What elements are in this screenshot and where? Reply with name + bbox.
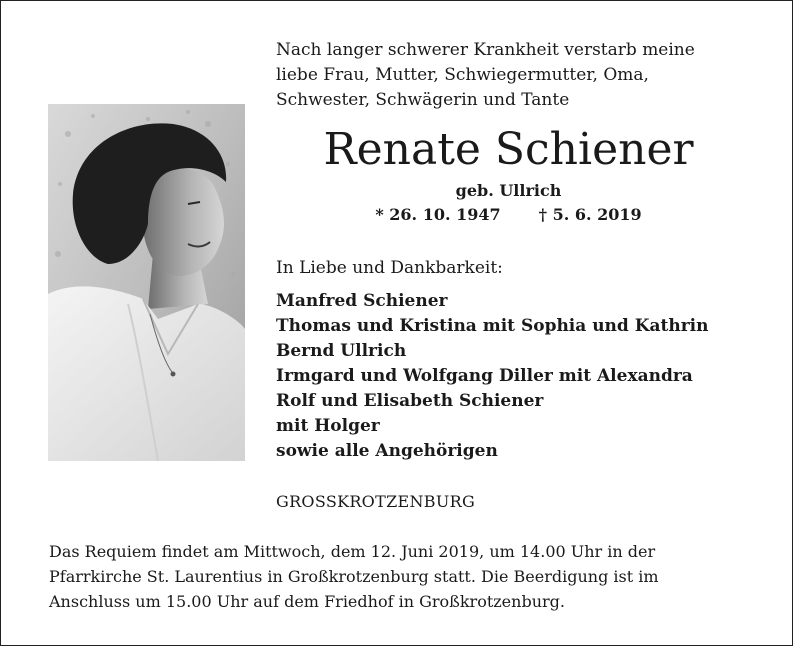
life-dates: [276, 205, 741, 224]
deceased-name: Renate Schiener: [323, 124, 694, 175]
intro-line: liebe Frau, Mutter, Schwiegermutter, Oma,: [276, 65, 649, 85]
requiem-line: Das Requiem findet am Mittwoch, dem 12. Juni 2019, um 14.00 Uhr in der: [49, 542, 656, 561]
dedication-text: In Liebe und Dankbarkeit:: [276, 258, 503, 278]
mourner-line: Manfred Schiener: [276, 291, 448, 311]
requiem-line: Anschluss um 15.00 Uhr auf dem Friedhof in Großkrotzenburg.: [49, 592, 565, 611]
mourners-list: [276, 289, 709, 464]
intro-line: Schwester, Schwägerin und Tante: [276, 90, 570, 110]
mourner-line: mit Holger: [276, 416, 380, 436]
mourner-line: sowie alle Angehörigen: [276, 441, 498, 461]
mourner-line: Thomas und Kristina mit Sophia und Kathrin: [276, 316, 709, 336]
mourner-line: Rolf und Elisabeth Schiener: [276, 391, 544, 411]
requiem-text: [49, 539, 769, 614]
requiem-line: Pfarrkirche St. Laurentius in Großkrotzenburg statt. Die Beerdigung ist im: [49, 567, 659, 586]
death-date: † 5. 6. 2019: [538, 205, 642, 224]
intro-text: [276, 38, 776, 113]
maiden-name: geb. Ullrich: [455, 181, 562, 200]
intro-line: Nach langer schwerer Krankheit verstarb meine: [276, 40, 695, 60]
place-name: GROSSKROTZENBURG: [276, 492, 476, 511]
birth-date: * 26. 10. 1947: [375, 205, 501, 224]
portrait-photo: [48, 104, 245, 461]
mourner-line: Bernd Ullrich: [276, 341, 407, 361]
mourner-line: Irmgard und Wolfgang Diller mit Alexandra: [276, 366, 693, 386]
